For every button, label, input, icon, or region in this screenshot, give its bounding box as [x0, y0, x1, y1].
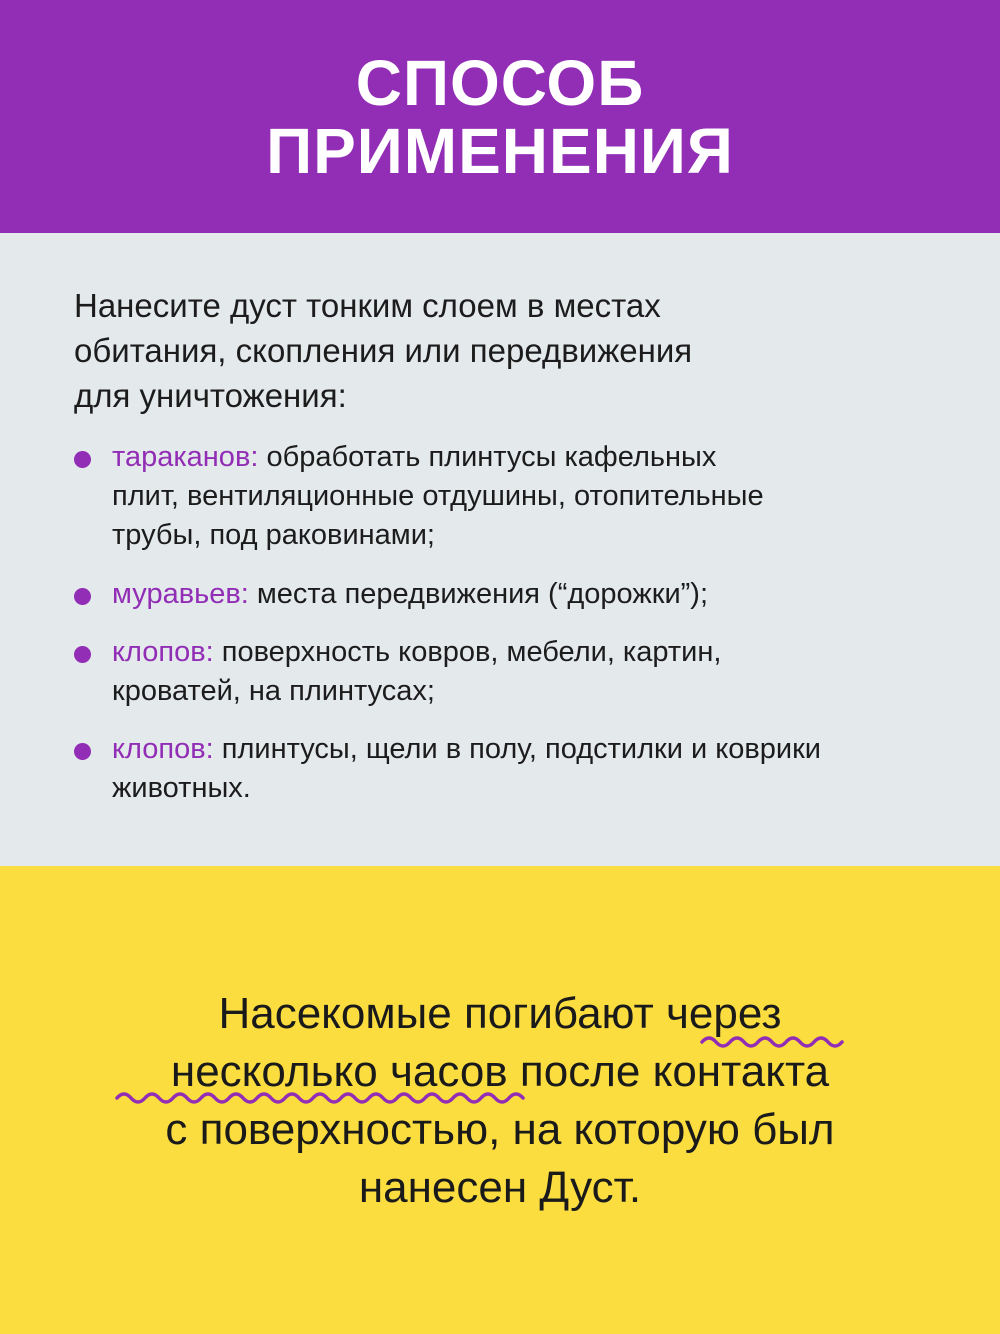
pest-name: клопов:: [112, 733, 214, 765]
list-item-description: плит, вентиляционные отдушины, отопительные: [112, 480, 764, 512]
instructions-section: [0, 233, 1000, 866]
intro-paragraph: [74, 283, 934, 418]
intro-line: Нанесите дуст тонким слоем в местах: [74, 287, 661, 324]
pest-name: муравьев:: [112, 578, 249, 610]
note-line: с поверхностью, на которую был: [165, 1105, 835, 1154]
wavy-underline-icon: [700, 1032, 850, 1048]
list-item-description: трубы, под раковинами;: [112, 519, 435, 551]
note-line: нанесен Дуст.: [358, 1163, 642, 1212]
list-item-description: плинтусы, щели в полу, подстилки и коврики: [213, 733, 821, 765]
list-item-description: места передвижения (“дорожки”);: [248, 578, 709, 610]
wavy-underline-icon: [115, 1088, 535, 1104]
list-item-description: кроватей, на плинтусах;: [112, 675, 435, 707]
bullet-dot-icon: [74, 646, 91, 663]
intro-line: для уничтожения:: [74, 377, 347, 414]
note-line: несколько часов после контакта: [170, 1047, 830, 1096]
pest-name: клопов:: [112, 636, 214, 668]
page-title-line-2: ПРИМЕНЕНИЯ: [266, 114, 734, 187]
list-item-text: [112, 438, 982, 555]
list-item-text: [112, 633, 982, 711]
result-note-section: [0, 866, 1000, 1334]
intro-line: обитания, скопления или передвижения: [74, 332, 693, 369]
bullet-dot-icon: [74, 588, 91, 605]
list-item-text: [112, 730, 982, 808]
list-item-description: поверхность ковров, мебели, картин,: [213, 636, 722, 668]
bullet-dot-icon: [74, 451, 91, 468]
page-title-line-1: СПОСОБ: [355, 46, 645, 119]
list-item-description: животных.: [112, 772, 251, 804]
pest-name: тараканов:: [112, 441, 259, 473]
header-banner: [0, 0, 1000, 233]
list-item-text: [112, 575, 982, 614]
list-item-description: обработать плинтусы кафельных: [258, 441, 717, 473]
note-line: Насекомые погибают через: [218, 989, 782, 1038]
bullet-dot-icon: [74, 743, 91, 760]
